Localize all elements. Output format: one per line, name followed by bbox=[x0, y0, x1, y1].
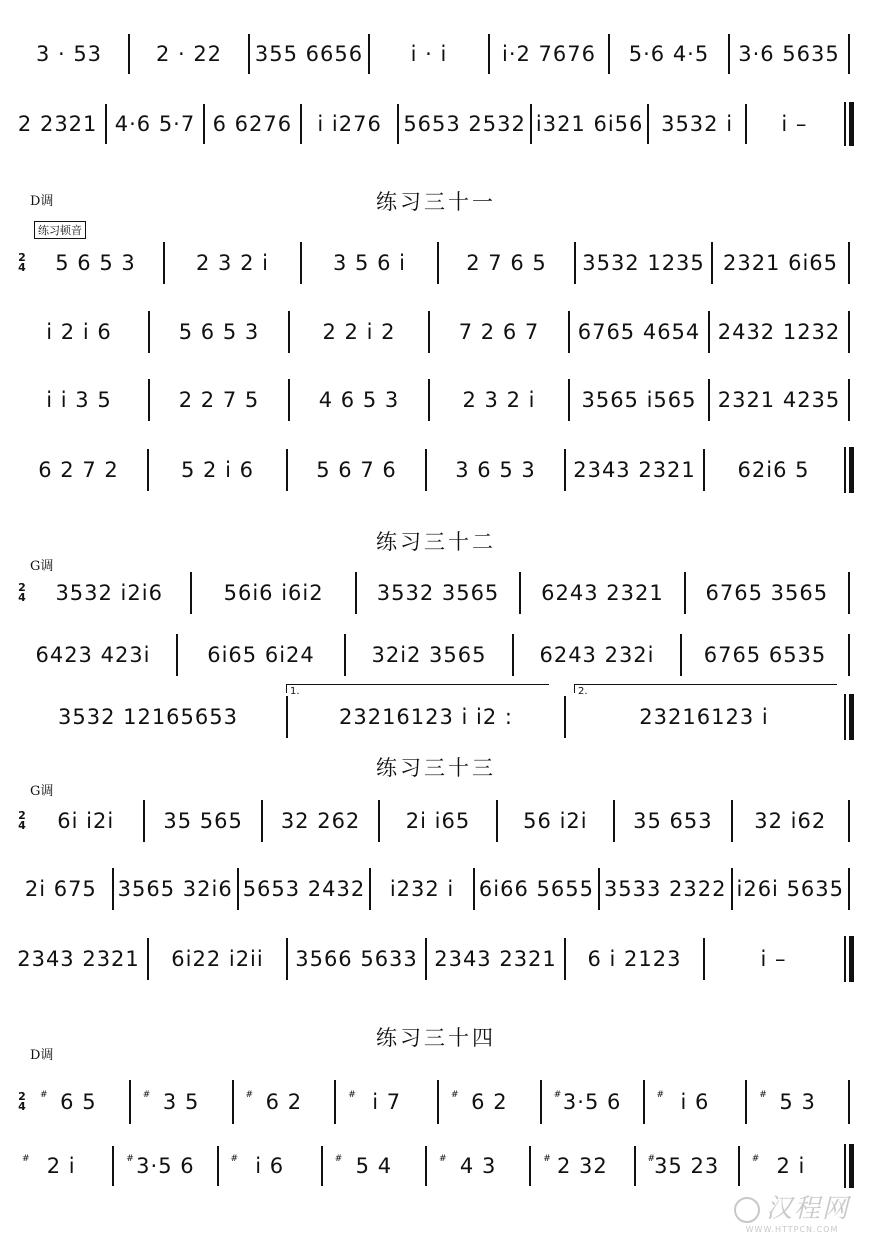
barline bbox=[203, 104, 205, 144]
measure: 2321 6i65 bbox=[722, 251, 839, 275]
watermark bbox=[734, 1188, 850, 1234]
final-barline bbox=[844, 447, 854, 493]
measure: 5 3 # bbox=[759, 1090, 816, 1114]
barline bbox=[163, 242, 165, 284]
barline bbox=[112, 868, 114, 910]
measure: 2 · 22 bbox=[155, 42, 223, 66]
measure: i26i 5635 bbox=[736, 877, 845, 901]
barline bbox=[598, 868, 600, 910]
barline bbox=[147, 449, 149, 491]
ornament-mark: # bbox=[22, 1154, 31, 1164]
ornament-mark: # bbox=[647, 1154, 657, 1164]
ex32-title: 练习三十二 bbox=[376, 530, 496, 554]
barline bbox=[147, 938, 149, 980]
measure: 56 i2i bbox=[523, 809, 588, 833]
measure: 62i6 5 bbox=[737, 458, 810, 482]
time-signature bbox=[14, 583, 30, 603]
measure: 6765 6535 bbox=[703, 643, 827, 667]
barline bbox=[738, 1146, 740, 1186]
measure: 5 6 5 3 bbox=[178, 320, 260, 344]
barline bbox=[564, 938, 566, 980]
measure: 2 2321 bbox=[17, 112, 98, 136]
measure: 5 6 7 6 bbox=[316, 458, 397, 482]
measure: 6765 3565 bbox=[705, 581, 829, 605]
barline bbox=[848, 800, 850, 842]
barline bbox=[129, 1080, 131, 1124]
ex31-system-2 bbox=[14, 305, 854, 359]
ornament-mark: # bbox=[40, 1090, 49, 1100]
barline bbox=[519, 572, 521, 614]
measure: 6 6276 bbox=[212, 112, 293, 136]
time-signature bbox=[14, 1092, 30, 1112]
barline bbox=[574, 242, 576, 284]
barline bbox=[848, 572, 850, 614]
watermark-site-name bbox=[734, 1188, 850, 1225]
barline bbox=[437, 1080, 439, 1124]
measure: 2 2 7 5 bbox=[178, 388, 260, 412]
barline bbox=[369, 868, 371, 910]
ex32-system-3 bbox=[14, 690, 854, 744]
measure: 6i i2i bbox=[57, 809, 115, 833]
barline bbox=[128, 34, 130, 74]
measure: i 6 # bbox=[230, 1154, 285, 1178]
measure: 2343 2321 bbox=[573, 458, 696, 482]
barline bbox=[708, 311, 710, 353]
barline bbox=[643, 1080, 645, 1124]
time-signature-bottom: 4 bbox=[18, 591, 26, 604]
intro-system-1 bbox=[14, 28, 854, 80]
final-barline bbox=[844, 102, 854, 146]
measure: 6423 423i bbox=[35, 643, 151, 667]
measure: 5653 2532 bbox=[403, 112, 526, 136]
ornament-mark: # bbox=[656, 1090, 666, 1100]
measure: 35 565 bbox=[163, 809, 243, 833]
time-signature-top: 2 bbox=[18, 809, 26, 822]
measure: 5653 2432 bbox=[242, 877, 366, 901]
barline bbox=[237, 868, 239, 910]
barline bbox=[680, 634, 682, 676]
measure: i232 i bbox=[389, 877, 455, 901]
measure: 32 262 bbox=[280, 809, 361, 833]
measure: 3532 i2i6 bbox=[55, 581, 163, 605]
barline bbox=[848, 379, 850, 421]
barline bbox=[613, 800, 615, 842]
barline bbox=[428, 379, 430, 421]
barline bbox=[848, 242, 850, 284]
barline bbox=[848, 34, 850, 74]
measure: 6243 2321 bbox=[541, 581, 664, 605]
measure: 23216123 i bbox=[639, 705, 769, 729]
ex33-system-1 bbox=[14, 794, 854, 848]
barline bbox=[488, 34, 490, 74]
barline bbox=[334, 1080, 336, 1124]
barline bbox=[143, 800, 145, 842]
barline bbox=[232, 1080, 234, 1124]
barline bbox=[647, 104, 649, 144]
measure: 3565 32i6 bbox=[117, 877, 233, 901]
measure: 3566 5633 bbox=[295, 947, 418, 971]
final-barline bbox=[844, 1144, 854, 1188]
measure: i 7 # bbox=[348, 1090, 402, 1114]
measure: i 2 i 6 bbox=[46, 320, 112, 344]
barline bbox=[321, 1146, 323, 1186]
barline bbox=[378, 800, 380, 842]
measure: 6 2 7 2 bbox=[38, 458, 119, 482]
measure: 3532 12165653 bbox=[57, 705, 238, 729]
ex32-key: G调 bbox=[30, 559, 54, 574]
measure: 3 6 5 3 bbox=[455, 458, 536, 482]
barline bbox=[711, 242, 713, 284]
ornament-mark: # bbox=[553, 1090, 563, 1100]
barline bbox=[105, 104, 107, 144]
ex31-hint-box: 练习顿音 bbox=[34, 221, 86, 239]
measure: 23216123 i i2 : bbox=[338, 705, 514, 729]
measure: 3 · 53 bbox=[35, 42, 103, 66]
ornament-mark: # bbox=[142, 1090, 152, 1100]
time-signature-bottom: 4 bbox=[18, 261, 26, 274]
ex31-title: 练习三十一 bbox=[376, 190, 496, 214]
barline bbox=[848, 868, 850, 910]
barline bbox=[684, 572, 686, 614]
barline bbox=[425, 1146, 427, 1186]
barline bbox=[425, 449, 427, 491]
ex32-ending-1-label: 1. bbox=[290, 686, 300, 697]
ex34-system-1 bbox=[14, 1074, 854, 1130]
measure: 2 3 2 i bbox=[196, 251, 269, 275]
ornament-mark: # bbox=[451, 1090, 460, 1100]
measure: 2432 1232 bbox=[717, 320, 841, 344]
measure: 35 653 bbox=[633, 809, 713, 833]
barline bbox=[564, 696, 566, 738]
measure: 355 6656 bbox=[254, 42, 364, 66]
barline bbox=[300, 242, 302, 284]
time-signature bbox=[14, 253, 30, 273]
measure: 3533 2322 bbox=[603, 877, 727, 901]
measure: 5·6 4·5 bbox=[628, 42, 710, 66]
ex32-ending-2-label: 2. bbox=[578, 686, 588, 697]
ornament-mark: # bbox=[759, 1090, 768, 1100]
barline bbox=[437, 242, 439, 284]
measure: i · i bbox=[410, 42, 448, 66]
barline bbox=[473, 868, 475, 910]
measure: 6243 232i bbox=[539, 643, 655, 667]
time-signature-top: 2 bbox=[18, 581, 26, 594]
ornament-mark: # bbox=[751, 1154, 761, 1164]
ex32-system-1 bbox=[14, 566, 854, 620]
barline bbox=[288, 379, 290, 421]
measure: 5 4 # bbox=[334, 1154, 393, 1178]
ornament-mark: # bbox=[348, 1090, 357, 1100]
measure: 6 2 # bbox=[451, 1090, 508, 1114]
barline bbox=[300, 104, 302, 144]
barline bbox=[848, 634, 850, 676]
ex34-key: D调 bbox=[30, 1048, 54, 1063]
measure: 6 2 # bbox=[245, 1090, 303, 1114]
measure: 4·6 5·7 bbox=[114, 112, 196, 136]
measure: 2 7 6 5 bbox=[466, 251, 547, 275]
measure: 3 5 # bbox=[142, 1090, 200, 1114]
barline bbox=[355, 572, 357, 614]
time-signature-top: 2 bbox=[18, 1090, 26, 1103]
measure: 3565 i565 bbox=[581, 388, 697, 412]
barline bbox=[745, 1080, 747, 1124]
barline bbox=[286, 938, 288, 980]
watermark-site: 汉程网 bbox=[765, 1194, 850, 1224]
barline bbox=[512, 634, 514, 676]
ornament-mark: # bbox=[439, 1154, 448, 1164]
measure: 32 i62 bbox=[754, 809, 827, 833]
barline bbox=[286, 449, 288, 491]
measure: 6i66 5655 bbox=[478, 877, 594, 901]
barline bbox=[217, 1146, 219, 1186]
barline bbox=[634, 1146, 636, 1186]
measure: 6i65 6i24 bbox=[207, 643, 315, 667]
measure: 4 3 # bbox=[439, 1154, 497, 1178]
measure: 2321 4235 bbox=[717, 388, 841, 412]
ex31-system-1 bbox=[14, 236, 854, 290]
ornament-mark: # bbox=[230, 1154, 240, 1164]
barline bbox=[286, 696, 288, 738]
ex33-system-3 bbox=[14, 932, 854, 986]
barline bbox=[288, 311, 290, 353]
barline bbox=[703, 938, 705, 980]
barline bbox=[529, 1146, 531, 1186]
measure: 2i i65 bbox=[405, 809, 471, 833]
measure: 32i2 3565 bbox=[371, 643, 487, 667]
barline bbox=[530, 104, 532, 144]
barline bbox=[848, 1080, 850, 1124]
barline bbox=[344, 634, 346, 676]
measure: 2 32 # bbox=[543, 1154, 608, 1178]
ex33-title: 练习三十三 bbox=[376, 756, 496, 780]
barline bbox=[540, 1080, 542, 1124]
time-signature bbox=[14, 811, 30, 831]
barline bbox=[731, 800, 733, 842]
barline bbox=[190, 572, 192, 614]
measure: i 6 # bbox=[656, 1090, 710, 1114]
measure: 3532 1235 bbox=[582, 251, 705, 275]
barline bbox=[425, 938, 427, 980]
barline bbox=[397, 104, 399, 144]
measure: 3 5 6 i bbox=[333, 251, 406, 275]
barline bbox=[368, 34, 370, 74]
measure: 35 23 # bbox=[647, 1154, 720, 1178]
barline bbox=[261, 800, 263, 842]
barline bbox=[848, 311, 850, 353]
final-barline bbox=[844, 936, 854, 982]
measure: 5 2 i 6 bbox=[181, 458, 254, 482]
barline bbox=[568, 311, 570, 353]
measure: 3·5 6 # bbox=[553, 1090, 622, 1114]
measure: i – bbox=[781, 112, 808, 136]
measure: 6 5 # bbox=[40, 1090, 97, 1114]
barline bbox=[148, 311, 150, 353]
measure: 4 6 5 3 bbox=[318, 388, 400, 412]
watermark-url: WWW.HTTPCN.COM bbox=[745, 1225, 839, 1234]
barline bbox=[148, 379, 150, 421]
measure: 2343 2321 bbox=[17, 947, 140, 971]
ex34-system-2 bbox=[14, 1140, 854, 1192]
ex34-title: 练习三十四 bbox=[376, 1026, 496, 1050]
barline bbox=[568, 379, 570, 421]
measure: 2 3 2 i bbox=[462, 388, 536, 412]
time-signature-bottom: 4 bbox=[18, 819, 26, 832]
barline bbox=[112, 1146, 114, 1186]
ornament-mark: # bbox=[334, 1154, 344, 1164]
time-signature-top: 2 bbox=[18, 251, 26, 264]
barline bbox=[496, 800, 498, 842]
measure: 2 i # bbox=[22, 1154, 76, 1178]
measure: 2 i # bbox=[751, 1154, 806, 1178]
barline bbox=[176, 634, 178, 676]
measure: 6i22 i2ii bbox=[171, 947, 264, 971]
final-barline bbox=[844, 694, 854, 740]
ex33-key: G调 bbox=[30, 784, 54, 799]
barline bbox=[703, 449, 705, 491]
measure: i – bbox=[760, 947, 787, 971]
intro-system-2 bbox=[14, 98, 854, 150]
measure: 2i 675 bbox=[24, 877, 97, 901]
ex31-system-3 bbox=[14, 373, 854, 427]
measure: i321 6i56 bbox=[535, 112, 644, 136]
barline bbox=[731, 868, 733, 910]
measure: i·2 7676 bbox=[502, 42, 596, 66]
measure: 3·6 5635 bbox=[738, 42, 840, 66]
measure: 6765 4654 bbox=[577, 320, 701, 344]
ex31-system-4 bbox=[14, 443, 854, 497]
ornament-mark: # bbox=[126, 1154, 135, 1164]
ex31-key: D调 bbox=[30, 194, 54, 209]
ornament-mark: # bbox=[245, 1090, 255, 1100]
barline bbox=[564, 449, 566, 491]
measure: i i 3 5 bbox=[46, 388, 112, 412]
measure: 7 2 6 7 bbox=[458, 320, 540, 344]
measure: i i276 bbox=[317, 112, 382, 136]
barline bbox=[745, 104, 747, 144]
ornament-mark: # bbox=[543, 1154, 552, 1164]
barline bbox=[708, 379, 710, 421]
measure: 5 6 5 3 bbox=[55, 251, 136, 275]
watermark-logo-icon bbox=[734, 1197, 760, 1223]
measure: 56i6 i6i2 bbox=[223, 581, 324, 605]
measure: 3532 i bbox=[661, 112, 734, 136]
time-signature-bottom: 4 bbox=[18, 1100, 26, 1113]
measure: 6 i 2123 bbox=[587, 947, 682, 971]
barline bbox=[428, 311, 430, 353]
ex33-system-2 bbox=[14, 862, 854, 916]
measure: 3·5 6 # bbox=[126, 1154, 195, 1178]
barline bbox=[608, 34, 610, 74]
measure: 3532 3565 bbox=[376, 581, 500, 605]
barline bbox=[728, 34, 730, 74]
ex32-system-2 bbox=[14, 628, 854, 682]
measure: 2343 2321 bbox=[434, 947, 557, 971]
barline bbox=[248, 34, 250, 74]
measure: 2 2 i 2 bbox=[322, 320, 396, 344]
